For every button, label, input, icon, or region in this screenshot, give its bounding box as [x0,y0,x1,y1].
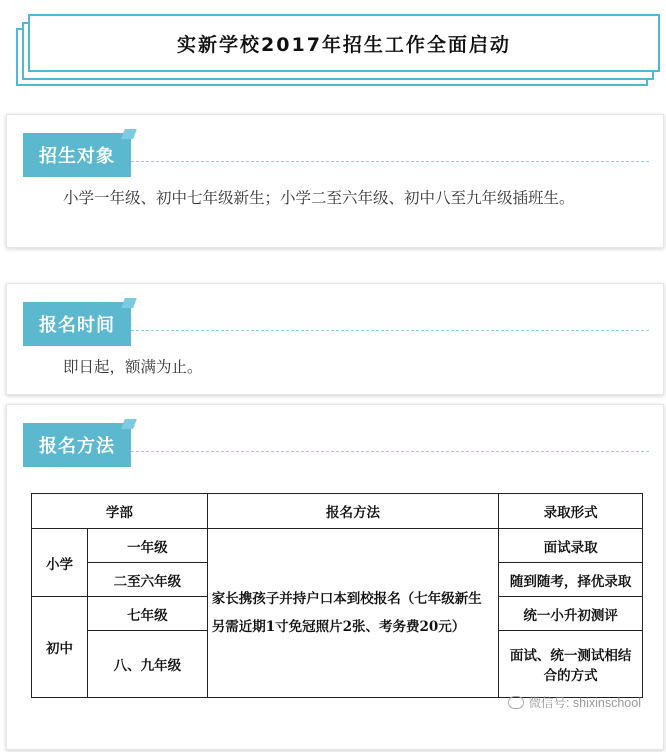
admission-cell: 随到随考，择优录取 [499,563,643,597]
section-label: 报名方法 [23,423,131,467]
dashed-divider [131,330,649,331]
banner-frame-front [28,14,660,72]
watermark-text: 微信号: shixinschool [528,696,641,710]
section-text: 即日起，额满为止。 [63,358,203,376]
dashed-divider [131,451,649,452]
admission-cell: 统一小升初测评 [499,597,643,631]
section-label: 招生对象 [23,133,131,177]
division-cell: 初中 [32,597,88,698]
division-cell: 小学 [32,529,88,597]
header-division: 学部 [32,494,208,529]
admission-cell: 面试、统一测试相结合的方式 [499,631,643,698]
grade-cell: 七年级 [87,597,207,631]
dashed-divider [131,161,649,162]
header-method: 报名方法 [207,494,498,529]
section-card-enrollment-target [6,114,664,248]
registration-table [31,493,643,698]
page-title: 实新学校2017年招生工作全面启动 [177,33,511,56]
table-header-row [32,494,643,529]
wechat-watermark [508,693,641,711]
grade-cell: 一年级 [87,529,207,563]
grade-cell: 二至六年级 [87,563,207,597]
admission-cell: 面试录取 [499,529,643,563]
section-card-registration-time [6,283,664,395]
section-card-registration-method [6,404,664,750]
method-cell: 家长携孩子并持户口本到校报名（七年级新生另需近期1寸免冠照片2张、考务费20元） [207,529,498,698]
wechat-icon [508,696,524,709]
section-text: 小学一年级、初中七年级新生；小学二至六年级、初中八至九年级插班生。 [63,189,575,207]
registration-table-wrapper [31,493,643,698]
section-label: 报名时间 [23,302,131,346]
table-row [32,529,643,563]
header-admission: 录取形式 [499,494,643,529]
grade-cell: 八、九年级 [87,631,207,698]
title-banner [16,14,662,88]
